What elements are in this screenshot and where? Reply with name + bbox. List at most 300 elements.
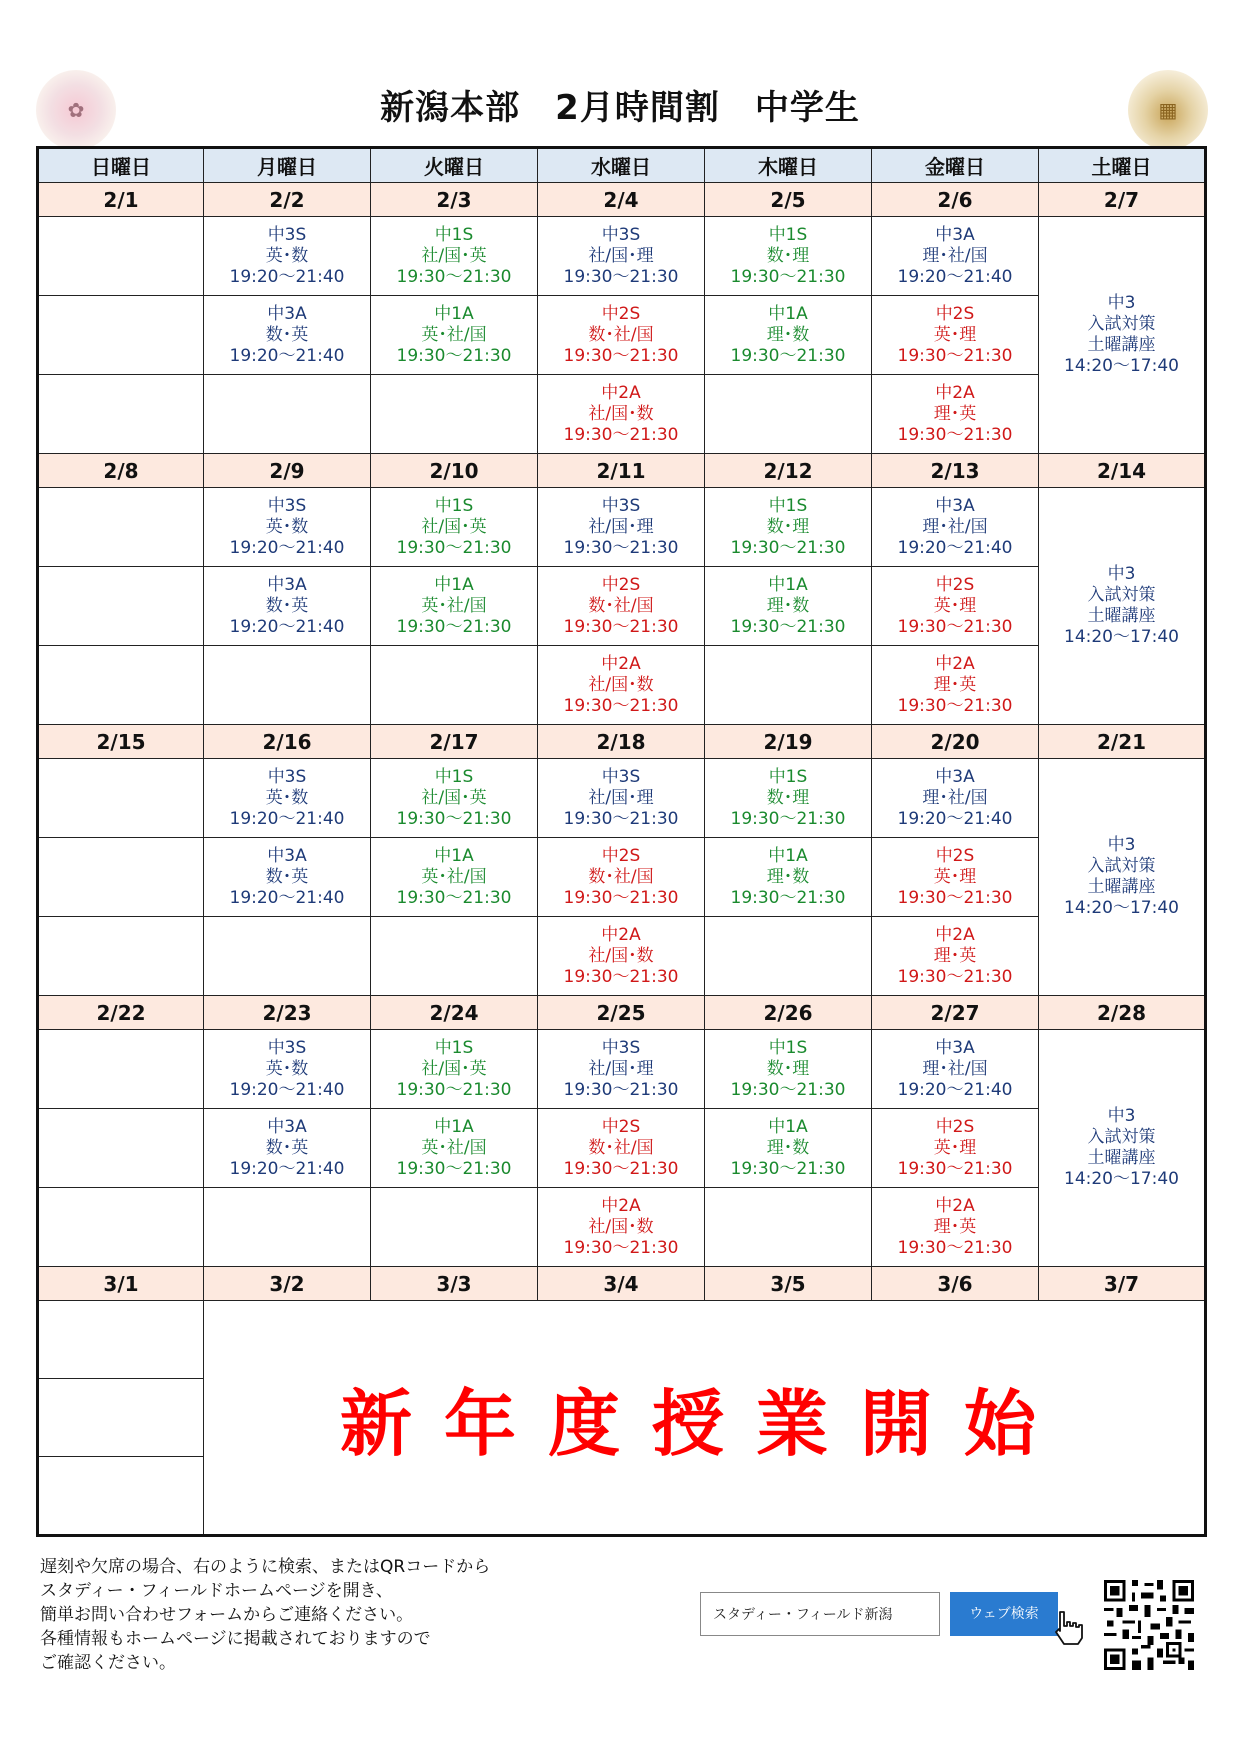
class-time: 19:20～21:40 <box>897 537 1013 558</box>
class-subjects: 英･理 <box>933 324 977 345</box>
class-subjects: 数･社/国 <box>588 1137 654 1158</box>
empty-slot <box>38 567 204 646</box>
course-name: 土曜講座 <box>1087 877 1156 897</box>
class-subjects: 社/国･英 <box>421 1058 487 1079</box>
class-grade: 中2A <box>935 382 975 403</box>
class-subjects: 理･社/国 <box>922 245 988 266</box>
empty-slot <box>38 375 204 454</box>
class-grade: 中1S <box>768 766 808 787</box>
class-grade: 中3S <box>601 495 641 516</box>
class-grade: 中2S <box>601 1116 641 1137</box>
search-keyword-box: スタディー・フィールド新潟 <box>700 1592 940 1636</box>
class-time: 19:30～21:30 <box>897 1237 1013 1258</box>
class-time: 19:30～21:30 <box>897 616 1013 637</box>
class-time: 19:30～21:30 <box>396 1079 512 1100</box>
class-subjects: 英･理 <box>933 1137 977 1158</box>
session-row <box>38 296 1206 375</box>
date-sun: 3/1 <box>38 1267 204 1301</box>
class-subjects: 数･英 <box>265 595 309 616</box>
date-sat: 2/28 <box>1039 996 1206 1030</box>
hand-pointer-icon <box>1050 1608 1090 1648</box>
class-time: 19:30～21:30 <box>897 887 1013 908</box>
class-session <box>538 759 705 838</box>
class-time: 19:30～21:30 <box>563 887 679 908</box>
class-time: 19:20～21:40 <box>229 808 345 829</box>
class-time: 19:30～21:30 <box>396 616 512 637</box>
class-time: 19:30～21:30 <box>563 966 679 987</box>
class-subjects: 英･社/国 <box>421 324 487 345</box>
class-subjects: 英･数 <box>265 245 309 266</box>
class-session <box>538 217 705 296</box>
class-grade: 中3S <box>267 1037 307 1058</box>
weekday-tue: 火曜日 <box>371 148 538 183</box>
class-session <box>204 1030 371 1109</box>
contact-line: 遅刻や欠席の場合、右のように検索、またはQRコードから <box>40 1557 491 1577</box>
class-time: 19:20～21:40 <box>229 1158 345 1179</box>
date-sun: 2/8 <box>38 454 204 488</box>
session-row <box>38 1109 1206 1188</box>
class-time: 19:30～21:30 <box>563 424 679 445</box>
class-grade: 中1A <box>768 1116 808 1137</box>
class-session <box>538 488 705 567</box>
empty-slot <box>204 646 371 725</box>
date-sat: 2/21 <box>1039 725 1206 759</box>
date-wed: 3/4 <box>538 1267 705 1301</box>
session-row <box>38 488 1206 567</box>
session-row <box>38 1030 1206 1109</box>
session-row <box>38 567 1206 646</box>
class-grade: 中2A <box>935 653 975 674</box>
empty-slot <box>38 646 204 725</box>
contact-line: ご確認ください。 <box>40 1653 176 1673</box>
course-name: 土曜講座 <box>1087 335 1156 355</box>
class-session <box>538 917 705 996</box>
class-session <box>538 567 705 646</box>
empty-slot <box>371 375 538 454</box>
empty-slot <box>38 838 204 917</box>
session-row <box>38 1188 1206 1267</box>
class-session <box>872 1030 1039 1109</box>
date-row <box>38 183 1206 217</box>
empty-slot <box>38 488 204 567</box>
class-session <box>204 296 371 375</box>
class-time: 14:20～17:40 <box>1064 898 1179 918</box>
class-time: 19:20～21:40 <box>229 1079 345 1100</box>
class-session <box>204 838 371 917</box>
class-session <box>872 759 1039 838</box>
class-grade: 中3 <box>1107 835 1136 855</box>
class-subjects: 理･英 <box>933 1216 977 1237</box>
class-subjects: 英･理 <box>933 595 977 616</box>
class-grade: 中3S <box>267 224 307 245</box>
class-time: 19:30～21:30 <box>563 1079 679 1100</box>
class-session <box>204 759 371 838</box>
class-subjects: 社/国･数 <box>588 403 654 424</box>
class-grade: 中3A <box>267 574 307 595</box>
saturday-course <box>1039 1030 1206 1267</box>
date-thu: 2/12 <box>705 454 872 488</box>
class-subjects: 社/国･英 <box>421 245 487 266</box>
class-time: 19:20～21:40 <box>229 537 345 558</box>
class-session <box>204 217 371 296</box>
class-subjects: 理･社/国 <box>922 1058 988 1079</box>
course-name: 入試対策 <box>1087 856 1156 876</box>
empty-slot <box>705 1188 872 1267</box>
date-tue: 3/3 <box>371 1267 538 1301</box>
date-wed: 2/4 <box>538 183 705 217</box>
course-name: 入試対策 <box>1087 314 1156 334</box>
session-row <box>38 375 1206 454</box>
weekday-header-row <box>38 148 1206 183</box>
class-subjects: 数･英 <box>265 866 309 887</box>
empty-slot <box>38 1188 204 1267</box>
class-subjects: 理･数 <box>766 324 810 345</box>
empty-slot <box>371 917 538 996</box>
class-grade: 中1A <box>434 303 474 324</box>
class-session <box>371 217 538 296</box>
date-sat: 2/14 <box>1039 454 1206 488</box>
class-subjects: 英･社/国 <box>421 866 487 887</box>
date-fri: 2/20 <box>872 725 1039 759</box>
class-grade: 中1A <box>434 845 474 866</box>
class-session <box>371 296 538 375</box>
contact-line: スタディー・フィールドホームページを開き、 <box>40 1581 393 1601</box>
class-grade: 中1A <box>768 845 808 866</box>
timetable <box>36 146 1207 1537</box>
class-subjects: 理･社/国 <box>922 516 988 537</box>
class-time: 19:30～21:30 <box>730 887 846 908</box>
class-time: 19:30～21:30 <box>396 887 512 908</box>
class-time: 19:20～21:40 <box>897 808 1013 829</box>
class-session <box>705 296 872 375</box>
class-time: 19:30～21:30 <box>563 695 679 716</box>
class-subjects: 社/国･理 <box>588 1058 654 1079</box>
class-subjects: 数･社/国 <box>588 324 654 345</box>
class-grade: 中3A <box>267 303 307 324</box>
class-time: 19:30～21:30 <box>563 1158 679 1179</box>
empty-slot <box>38 917 204 996</box>
saturday-course <box>1039 217 1206 454</box>
class-session <box>371 1109 538 1188</box>
class-grade: 中1S <box>434 766 474 787</box>
class-subjects: 英･理 <box>933 866 977 887</box>
date-thu: 2/19 <box>705 725 872 759</box>
class-time: 19:30～21:30 <box>396 537 512 558</box>
web-search-button: ウェブ検索 <box>950 1592 1058 1636</box>
class-grade: 中2A <box>601 382 641 403</box>
class-session <box>705 1109 872 1188</box>
class-grade: 中1S <box>768 1037 808 1058</box>
date-tue: 2/3 <box>371 183 538 217</box>
class-time: 19:20～21:40 <box>897 1079 1013 1100</box>
page-title: 新潟本部 2月時間割 中学生 <box>380 88 860 128</box>
class-subjects: 英･数 <box>265 787 309 808</box>
date-tue: 2/10 <box>371 454 538 488</box>
class-time: 19:30～21:30 <box>396 266 512 287</box>
class-subjects: 社/国･英 <box>421 516 487 537</box>
class-session <box>872 838 1039 917</box>
class-time: 19:30～21:30 <box>563 345 679 366</box>
class-session <box>538 375 705 454</box>
class-session <box>872 1188 1039 1267</box>
class-time: 19:30～21:30 <box>730 1158 846 1179</box>
class-session <box>705 567 872 646</box>
contact-instructions <box>40 1555 490 1675</box>
date-row <box>38 725 1206 759</box>
new-year-notice: 新年度授業開始 <box>204 1301 1206 1536</box>
date-row <box>38 454 1206 488</box>
empty-slot <box>38 1457 204 1536</box>
class-session <box>705 1030 872 1109</box>
class-subjects: 社/国･理 <box>588 245 654 266</box>
class-time: 19:30～21:30 <box>730 537 846 558</box>
class-time: 19:30～21:30 <box>897 345 1013 366</box>
class-grade: 中3S <box>601 1037 641 1058</box>
class-grade: 中2S <box>935 303 975 324</box>
class-session <box>872 488 1039 567</box>
date-sat: 3/7 <box>1039 1267 1206 1301</box>
session-row <box>38 838 1206 917</box>
class-subjects: 数･理 <box>766 245 810 266</box>
class-grade: 中2S <box>601 574 641 595</box>
class-time: 19:20～21:40 <box>229 345 345 366</box>
empty-slot <box>204 375 371 454</box>
empty-slot <box>38 1379 204 1457</box>
date-fri: 3/6 <box>872 1267 1039 1301</box>
class-grade: 中2A <box>601 924 641 945</box>
class-grade: 中1S <box>768 224 808 245</box>
class-time: 19:20～21:40 <box>229 616 345 637</box>
saturday-course <box>1039 488 1206 725</box>
empty-slot <box>371 646 538 725</box>
class-grade: 中1A <box>434 574 474 595</box>
class-grade: 中2A <box>601 1195 641 1216</box>
class-session <box>538 1188 705 1267</box>
class-subjects: 数･英 <box>265 324 309 345</box>
class-time: 14:20～17:40 <box>1064 627 1179 647</box>
date-row <box>38 996 1206 1030</box>
class-subjects: 数･理 <box>766 1058 810 1079</box>
class-subjects: 社/国･英 <box>421 787 487 808</box>
class-session <box>872 1109 1039 1188</box>
class-session <box>204 567 371 646</box>
class-session <box>371 838 538 917</box>
class-subjects: 社/国･数 <box>588 1216 654 1237</box>
date-tue: 2/17 <box>371 725 538 759</box>
class-grade: 中2S <box>935 1116 975 1137</box>
class-time: 19:30～21:30 <box>563 616 679 637</box>
date-fri: 2/13 <box>872 454 1039 488</box>
class-grade: 中1S <box>434 224 474 245</box>
class-time: 19:20～21:40 <box>897 266 1013 287</box>
class-grade: 中2S <box>601 303 641 324</box>
class-time: 19:30～21:30 <box>563 808 679 829</box>
class-grade: 中3A <box>935 1037 975 1058</box>
date-wed: 2/25 <box>538 996 705 1030</box>
class-grade: 中2S <box>601 845 641 866</box>
class-time: 19:30～21:30 <box>563 1237 679 1258</box>
class-subjects: 社/国･数 <box>588 674 654 695</box>
class-subjects: 数･社/国 <box>588 595 654 616</box>
class-subjects: 数･理 <box>766 516 810 537</box>
session-row <box>38 759 1206 838</box>
class-subjects: 英･数 <box>265 516 309 537</box>
class-grade: 中1S <box>434 495 474 516</box>
weekday-sun: 日曜日 <box>38 148 204 183</box>
class-time: 19:30～21:30 <box>897 1158 1013 1179</box>
date-fri: 2/6 <box>872 183 1039 217</box>
class-grade: 中2A <box>935 1195 975 1216</box>
class-grade: 中3A <box>267 845 307 866</box>
empty-slot <box>38 1109 204 1188</box>
course-name: 土曜講座 <box>1087 606 1156 626</box>
empty-slot <box>371 1188 538 1267</box>
class-grade: 中1A <box>768 574 808 595</box>
class-time: 19:30～21:30 <box>730 345 846 366</box>
class-time: 19:20～21:40 <box>229 887 345 908</box>
empty-slot <box>38 296 204 375</box>
class-grade: 中2A <box>935 924 975 945</box>
class-time: 19:30～21:30 <box>563 537 679 558</box>
class-session <box>872 217 1039 296</box>
class-subjects: 数･英 <box>265 1137 309 1158</box>
class-session <box>538 1109 705 1188</box>
saturday-course <box>1039 759 1206 996</box>
class-grade: 中3 <box>1107 564 1136 584</box>
date-thu: 3/5 <box>705 1267 872 1301</box>
class-subjects: 理･英 <box>933 945 977 966</box>
cherry-blossom-icon: ✿ <box>36 70 116 150</box>
qr-code-icon <box>1104 1580 1194 1670</box>
session-row <box>38 217 1206 296</box>
date-mon: 2/9 <box>204 454 371 488</box>
empty-slot <box>38 1301 204 1379</box>
date-sun: 2/22 <box>38 996 204 1030</box>
session-row <box>38 917 1206 996</box>
weekday-mon: 月曜日 <box>204 148 371 183</box>
class-subjects: 理･社/国 <box>922 787 988 808</box>
class-time: 19:20～21:40 <box>229 266 345 287</box>
class-session <box>371 759 538 838</box>
class-session <box>872 567 1039 646</box>
empty-slot <box>705 646 872 725</box>
class-time: 19:30～21:30 <box>730 266 846 287</box>
contact-line: 各種情報もホームページに掲載されておりますので <box>40 1629 431 1649</box>
class-session <box>705 488 872 567</box>
class-grade: 中2S <box>935 574 975 595</box>
class-subjects: 理･数 <box>766 866 810 887</box>
class-subjects: 社/国･理 <box>588 787 654 808</box>
weekday-fri: 金曜日 <box>872 148 1039 183</box>
course-name: 入試対策 <box>1087 585 1156 605</box>
class-grade: 中1S <box>768 495 808 516</box>
class-subjects: 英･社/国 <box>421 595 487 616</box>
class-session <box>872 375 1039 454</box>
weekday-wed: 水曜日 <box>538 148 705 183</box>
class-time: 19:30～21:30 <box>730 808 846 829</box>
class-subjects: 理･数 <box>766 595 810 616</box>
class-grade: 中2A <box>601 653 641 674</box>
empty-slot <box>38 217 204 296</box>
class-session <box>538 646 705 725</box>
date-sat: 2/7 <box>1039 183 1206 217</box>
class-grade: 中3S <box>601 766 641 787</box>
class-subjects: 理･数 <box>766 1137 810 1158</box>
class-time: 19:30～21:30 <box>897 966 1013 987</box>
class-time: 19:30～21:30 <box>730 616 846 637</box>
empty-slot <box>38 759 204 838</box>
date-tue: 2/24 <box>371 996 538 1030</box>
weekday-sat: 土曜日 <box>1039 148 1206 183</box>
date-wed: 2/11 <box>538 454 705 488</box>
session-row <box>38 1301 1206 1379</box>
empty-slot <box>38 1030 204 1109</box>
date-sun: 2/1 <box>38 183 204 217</box>
class-session <box>705 838 872 917</box>
weekday-thu: 木曜日 <box>705 148 872 183</box>
class-grade: 中3A <box>935 495 975 516</box>
class-grade: 中3S <box>267 495 307 516</box>
class-grade: 中1A <box>434 1116 474 1137</box>
date-wed: 2/18 <box>538 725 705 759</box>
class-subjects: 理･英 <box>933 403 977 424</box>
session-row <box>38 646 1206 725</box>
class-session <box>371 1030 538 1109</box>
class-subjects: 社/国･数 <box>588 945 654 966</box>
date-row <box>38 1267 1206 1301</box>
class-subjects: 英･社/国 <box>421 1137 487 1158</box>
class-time: 19:30～21:30 <box>396 808 512 829</box>
class-subjects: 数･社/国 <box>588 866 654 887</box>
class-grade: 中3A <box>267 1116 307 1137</box>
class-grade: 中3S <box>601 224 641 245</box>
class-session <box>204 488 371 567</box>
date-mon: 2/2 <box>204 183 371 217</box>
class-subjects: 数･理 <box>766 787 810 808</box>
masu-beans-icon: ▦ <box>1128 70 1208 150</box>
class-session <box>705 759 872 838</box>
date-thu: 2/5 <box>705 183 872 217</box>
class-session <box>872 917 1039 996</box>
course-name: 土曜講座 <box>1087 1148 1156 1168</box>
class-grade: 中3 <box>1107 1106 1136 1126</box>
class-session <box>872 646 1039 725</box>
class-time: 19:30～21:30 <box>396 345 512 366</box>
date-thu: 2/26 <box>705 996 872 1030</box>
date-fri: 2/27 <box>872 996 1039 1030</box>
class-session <box>872 296 1039 375</box>
class-session <box>371 488 538 567</box>
date-sun: 2/15 <box>38 725 204 759</box>
date-mon: 2/16 <box>204 725 371 759</box>
class-time: 19:30～21:30 <box>897 695 1013 716</box>
date-mon: 2/23 <box>204 996 371 1030</box>
class-subjects: 英･数 <box>265 1058 309 1079</box>
class-session <box>705 217 872 296</box>
empty-slot <box>705 917 872 996</box>
class-grade: 中2S <box>935 845 975 866</box>
class-time: 19:30～21:30 <box>897 424 1013 445</box>
class-grade: 中3S <box>267 766 307 787</box>
class-time: 19:30～21:30 <box>396 1158 512 1179</box>
class-subjects: 社/国･理 <box>588 516 654 537</box>
class-session <box>371 567 538 646</box>
class-time: 19:30～21:30 <box>563 266 679 287</box>
course-name: 入試対策 <box>1087 1127 1156 1147</box>
class-grade: 中1A <box>768 303 808 324</box>
class-grade: 中3A <box>935 766 975 787</box>
class-session <box>204 1109 371 1188</box>
